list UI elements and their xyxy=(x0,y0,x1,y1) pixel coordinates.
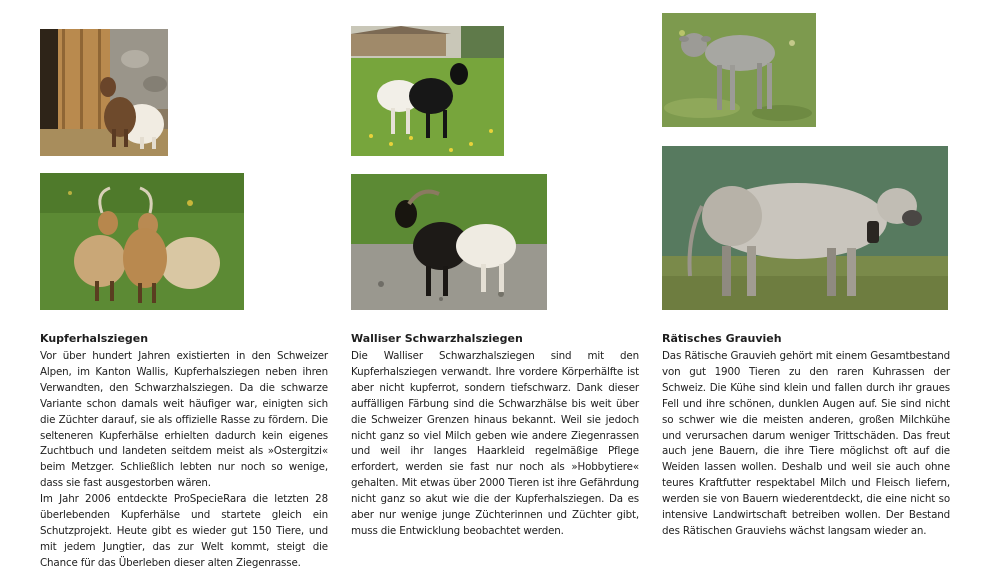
section-title: Walliser Schwarzhalsziegen xyxy=(351,332,523,345)
photo-grauvieh-calf xyxy=(662,13,816,127)
section-paragraph: Die Walliser Schwarzhalsziegen sind mit den Kupferhalsziegen verwandt. Ihre vordere Körperhälfte ist aber nicht kupferrot, sondern tiefschwarz. Dank dieser auffälligen Färbung sind die Schwarzhälse bis weit über die Schweizer Grenzen hinaus bekannt. Weil sie jedoch nicht ganz so viel Milch geben wie andere Ziegenrassen und weil ihr langes Haarkleid regelmäßige Pflege erfordert, werden sie fast nur noch als »Hobbytiere« gehalten. Mit etwas über 2000 Tieren ist ihre Gefährdung nicht ganz so akut wie die der Kupferhalsziegen. Da es aber nur wenige junge Züchterinnen und Züchter gibt, muss die Entwicklung beobachtet werden. xyxy=(351,350,639,537)
photo-grauvieh-cow xyxy=(662,146,948,310)
photo-walliser-on-meadow xyxy=(351,26,504,156)
section-paragraph: Im Jahr 2006 entdeckte ProSpecieRara die letzten 28 überlebenden Kupferhälse und startete gleich ein Schutzprojekt. Heute gibt es wieder gut 150 Tiere, und mit jedem Jungtier, das zur Welt kommt, steigt die Chance für das Überleben dieser alten Ziegenrasse. xyxy=(40,493,328,569)
section-paragraph: Vor über hundert Jahren existierten in den Schweizer Alpen, im Kanton Wallis, Kupferhalsziegen neben ihren Verwandten, den Schwarzhalsziegen. Da die schwarze Variante schon damals weit häufiger war, einigten sich die Züchter darauf, sie als offizielle Rasse zu fördern. Die selteneren Kupferhälse erhielten dadurch kein eigenes Zuchtbuch und landeten seitdem meist als »Ostergitzi« beim Metzger. Schließlich lebten nur noch so wenige, dass sie fast ausgestorben wären. xyxy=(40,350,328,490)
section-title: Rätisches Grauvieh xyxy=(662,332,782,345)
section-raetisches-grauvieh xyxy=(662,332,950,540)
section-title: Kupferhalsziegen xyxy=(40,332,149,345)
section-paragraph: Das Rätische Grauvieh gehört mit einem Gesamtbestand von gut 1900 Tieren zu den raren Kuhrassen der Schweiz. Die Kühe sind klein und fallen durch ihr graues Fell und ihre schönen, dunklen Augen auf. Sie sind nicht so schwer wie die meisten anderen, großen Milchkühe und verursachen darum weniger Trittschäden. Das freut auch jene Bauern, die ihre Tiere möglichst oft auf die Weiden lassen wollen. Deshalb und weil sie auch ohne teures Kraftfutter respektabel Milch und Fleisch liefern, werden sie von Bauern wiederentdeckt, die eine nicht so intensive Landwirtschaft betreiben wollen. Der Bestand des Rätischen Grauviehs wächst langsam wieder an. xyxy=(662,350,950,537)
photo-walliser-buck xyxy=(351,174,547,310)
photo-two-kupferhalsziegen xyxy=(40,173,244,310)
section-walliser-schwarzhalsziegen xyxy=(351,332,639,540)
photo-kupferhalsziege-kid xyxy=(40,29,168,156)
section-kupferhalsziegen xyxy=(40,332,328,572)
